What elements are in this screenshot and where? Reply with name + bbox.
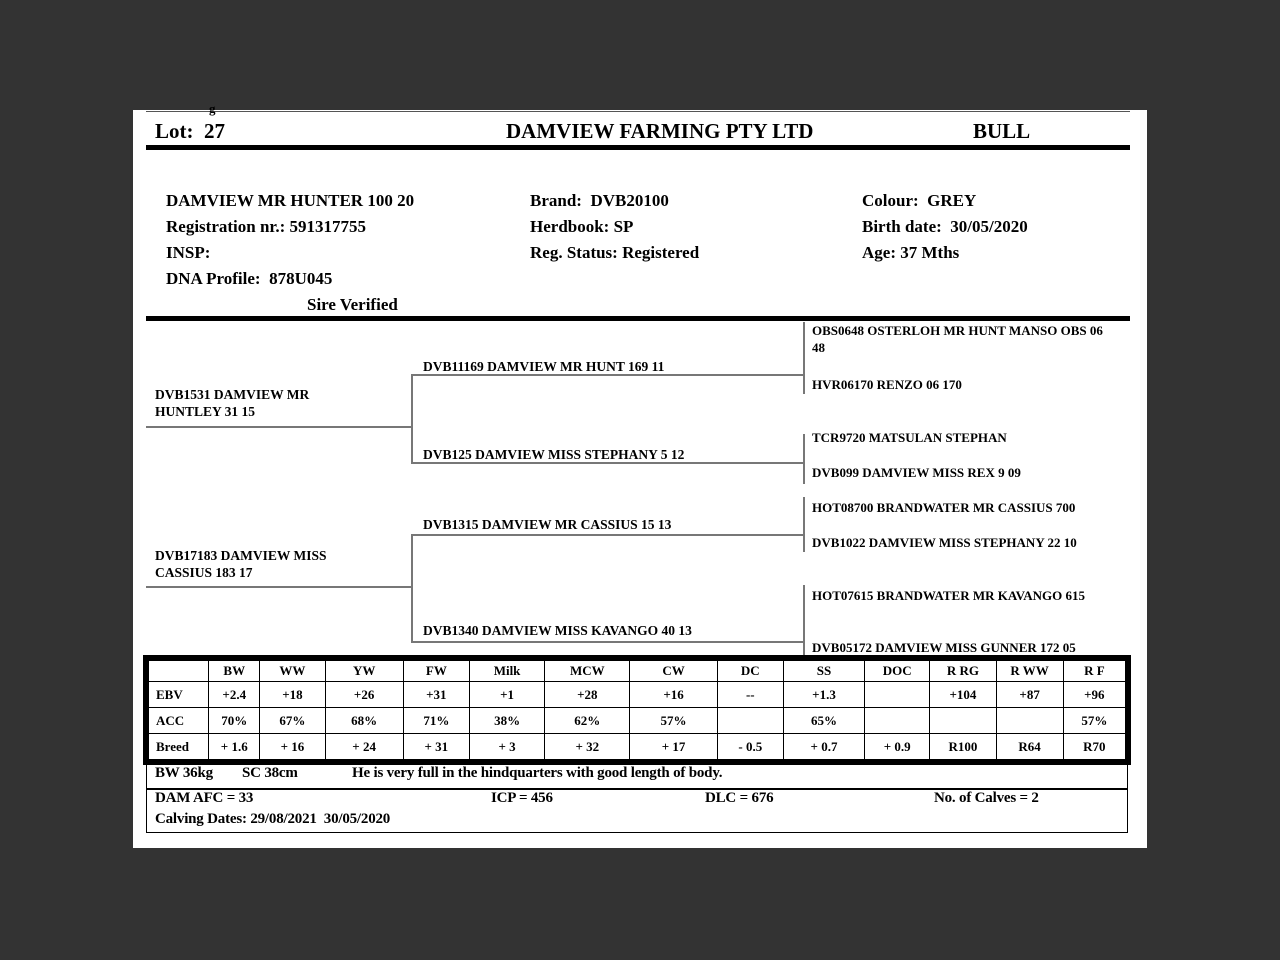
ebv-cell: +1.3 [783, 682, 864, 708]
ebv-header-cell: MCW [545, 661, 630, 682]
ebv-cell: 65% [783, 708, 864, 734]
dlc-value: DLC = 676 [705, 790, 774, 806]
icp-value: ICP = 456 [491, 790, 553, 806]
pedigree-line [146, 426, 412, 428]
ebv-row-label: Breed [149, 734, 209, 760]
ebv-cell: +87 [996, 682, 1063, 708]
ebv-row-label: EBV [149, 682, 209, 708]
birth-date-field: Birth date: 30/05/2020 [862, 217, 1028, 236]
pedigree-dam: DVB17183 DAMVIEW MISS CASSIUS 183 17 [155, 548, 327, 580]
calving-dates: Calving Dates: 29/08/2021 30/05/2020 [155, 811, 391, 827]
ebv-cell: - 0.5 [717, 734, 783, 760]
ebv-cell [717, 708, 783, 734]
ebv-header-cell: R WW [996, 661, 1063, 682]
ebv-cell: 57% [630, 708, 717, 734]
ebv-header-cell: WW [260, 661, 325, 682]
ebv-cell: +26 [325, 682, 403, 708]
pedigree-ggp-6: DVB1022 DAMVIEW MISS STEPHANY 22 10 [812, 535, 1077, 550]
pedigree-bracket [411, 534, 413, 642]
ebv-cell: +1 [469, 682, 544, 708]
clipped-letter: g [209, 101, 216, 116]
ebv-cell [996, 708, 1063, 734]
clipped-text-fragment [209, 101, 223, 118]
pedigree-line [411, 462, 804, 464]
ebv-cell: +16 [630, 682, 717, 708]
ebv-cell: + 24 [325, 734, 403, 760]
ebv-cell: R100 [930, 734, 996, 760]
ebv-cell [865, 708, 930, 734]
ebv-cell: 71% [403, 708, 469, 734]
pedigree-line [411, 641, 804, 643]
animal-name: DAMVIEW MR HUNTER 100 20 [166, 191, 415, 210]
lot-number: Lot: 27 [155, 119, 225, 143]
ebv-cell: +96 [1063, 682, 1125, 708]
ebv-cell: +31 [403, 682, 469, 708]
herdbook-field: Herdbook: SP [530, 217, 634, 236]
pedigree-bracket [803, 497, 805, 552]
comment-text: He is very full in the hindquarters with good length of body. [352, 765, 723, 781]
pedigree-top-rule [146, 316, 1130, 321]
dam-afc: DAM AFC = 33 [155, 790, 254, 806]
pedigree-line [146, 586, 412, 588]
ebv-row-acc [149, 708, 1126, 734]
pedigree-sire: DVB1531 DAMVIEW MR HUNTLEY 31 15 [155, 387, 310, 419]
pedigree-dam-sire: DVB1315 DAMVIEW MR CASSIUS 15 13 [423, 517, 672, 532]
pedigree-dam-dam: DVB1340 DAMVIEW MISS KAVANGO 40 13 [423, 623, 692, 638]
ebv-header-cell: CW [630, 661, 717, 682]
ebv-cell: R64 [996, 734, 1063, 760]
clipped-top-border [146, 111, 1130, 112]
registration-number: Registration nr.: 591317755 [166, 217, 367, 236]
ebv-row-ebv [149, 682, 1126, 708]
pedigree-line [411, 374, 804, 376]
pedigree-ggp-7: HOT07615 BRANDWATER MR KAVANGO 615 [812, 588, 1086, 603]
brand-field: Brand: DVB20100 [530, 191, 669, 210]
ebv-cell [865, 682, 930, 708]
ebv-header-cell: DOC [865, 661, 930, 682]
ebv-cell: R70 [1063, 734, 1125, 760]
sire-verified-label: Sire Verified [307, 295, 398, 314]
ebv-header-cell: R RG [930, 661, 996, 682]
pedigree-bracket [803, 322, 805, 394]
insp-field: INSP: [166, 243, 211, 262]
ebv-cell: +2.4 [209, 682, 260, 708]
ebv-cell: 68% [325, 708, 403, 734]
ebv-row-label: ACC [149, 708, 209, 734]
ebv-row-breed [149, 734, 1126, 760]
ebv-cell: 67% [260, 708, 325, 734]
ebv-cell: + 3 [469, 734, 544, 760]
ebv-cell: 57% [1063, 708, 1125, 734]
ebv-header-cell: SS [783, 661, 864, 682]
colour-field: Colour: GREY [862, 191, 977, 210]
ebv-header-cell [149, 661, 209, 682]
ebv-cell: 70% [209, 708, 260, 734]
ebv-header-row [149, 661, 1126, 682]
pedigree-ggp-4: DVB099 DAMVIEW MISS REX 9 09 [812, 465, 1021, 480]
ebv-cell: + 17 [630, 734, 717, 760]
pedigree-ggp-3: TCR9720 MATSULAN STEPHAN [812, 430, 1007, 445]
notes-box [146, 762, 1128, 833]
ebv-header-cell: R F [1063, 661, 1125, 682]
animal-type: BULL [973, 119, 1031, 143]
pedigree-line [411, 534, 804, 536]
pedigree-sire-sire: DVB11169 DAMVIEW MR HUNT 169 11 [423, 359, 665, 374]
calves-count: No. of Calves = 2 [934, 790, 1039, 806]
document-page [133, 101, 1147, 848]
reg-status-field: Reg. Status: Registered [530, 243, 700, 262]
scrotal-note: SC 38cm [242, 765, 298, 781]
ebv-cell: -- [717, 682, 783, 708]
ebv-header-cell: FW [403, 661, 469, 682]
pedigree-bracket [411, 374, 413, 463]
pedigree-ggp-1: OBS0648 OSTERLOH MR HUNT MANSO OBS 06 48 [812, 323, 1103, 355]
ebv-cell: +104 [930, 682, 996, 708]
age-field: Age: 37 Mths [862, 243, 960, 262]
pedigree-bracket [803, 585, 805, 655]
ebv-header-cell: BW [209, 661, 260, 682]
pedigree-sire-dam: DVB125 DAMVIEW MISS STEPHANY 5 12 [423, 447, 685, 462]
ebv-cell: + 31 [403, 734, 469, 760]
pedigree-bracket [803, 434, 805, 484]
pedigree-ggp-8: DVB05172 DAMVIEW MISS GUNNER 172 05 [812, 640, 1076, 655]
pedigree-ggp-5: HOT08700 BRANDWATER MR CASSIUS 700 [812, 500, 1076, 515]
ebv-cell: 62% [545, 708, 630, 734]
ebv-cell: +18 [260, 682, 325, 708]
pedigree-ggp-2: HVR06170 RENZO 06 170 [812, 377, 962, 392]
ebv-cell: + 32 [545, 734, 630, 760]
header-rule [146, 145, 1130, 150]
ebv-cell: + 16 [260, 734, 325, 760]
ebv-cell: 38% [469, 708, 544, 734]
ebv-cell [930, 708, 996, 734]
farm-title: DAMVIEW FARMING PTY LTD [506, 119, 814, 143]
ebv-header-cell: Milk [469, 661, 544, 682]
ebv-cell: + 1.6 [209, 734, 260, 760]
ebv-header-cell: YW [325, 661, 403, 682]
dna-profile: DNA Profile: 878U045 [166, 269, 333, 288]
ebv-table [143, 655, 1131, 765]
ebv-cell: +28 [545, 682, 630, 708]
birth-weight-note: BW 36kg [155, 765, 213, 781]
ebv-header-cell: DC [717, 661, 783, 682]
ebv-cell: + 0.7 [783, 734, 864, 760]
ebv-cell: + 0.9 [865, 734, 930, 760]
